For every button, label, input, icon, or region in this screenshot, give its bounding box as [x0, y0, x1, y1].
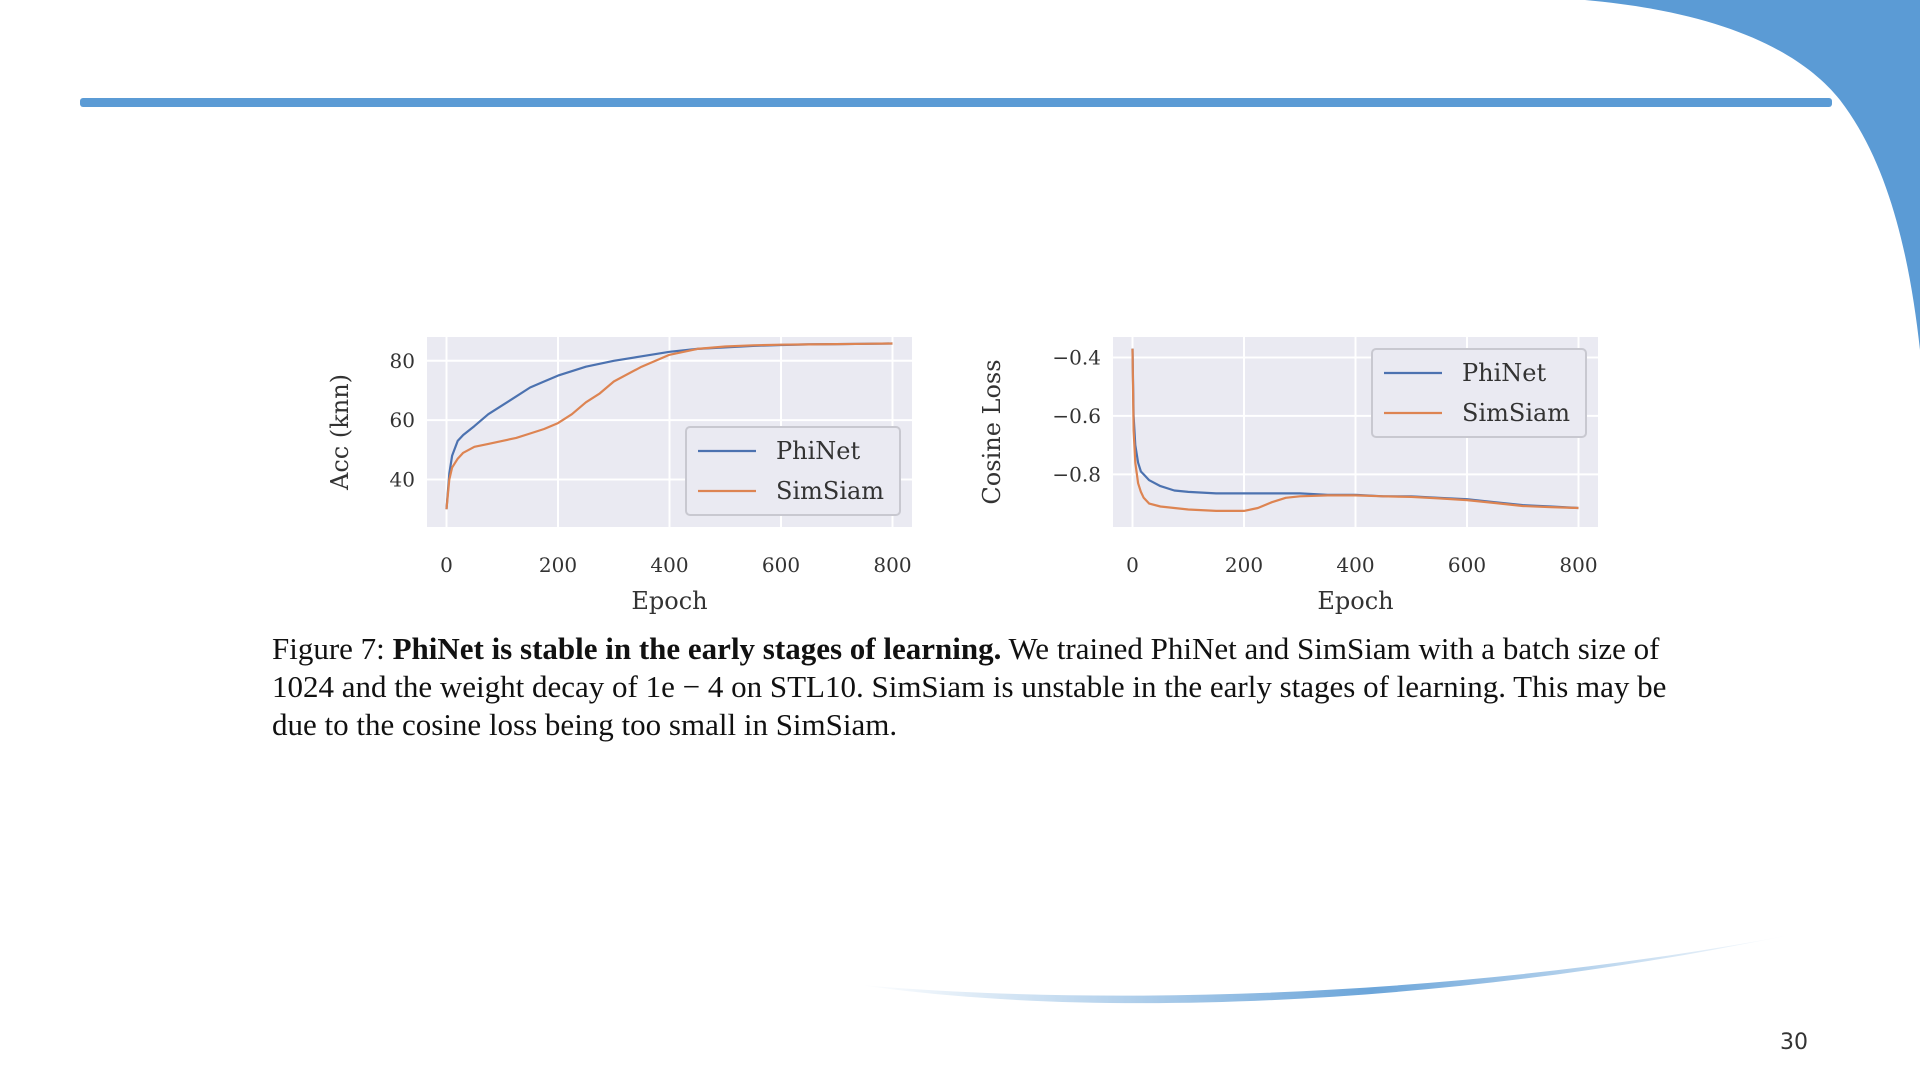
- figure-label: Figure 7:: [272, 631, 385, 666]
- legend: [686, 427, 900, 515]
- x-axis-label: Epoch: [631, 587, 708, 615]
- cosine-loss-chart: [970, 320, 1610, 630]
- bottom-swoosh: [860, 935, 1790, 1003]
- legend: [1372, 349, 1586, 437]
- y-axis-label: Acc (knn): [326, 373, 354, 491]
- legend-label-simsiam: SimSiam: [776, 477, 885, 505]
- x-axis-label: Epoch: [1317, 587, 1394, 615]
- x-tick-label: 800: [1559, 553, 1598, 577]
- legend-label-phinet: PhiNet: [1462, 359, 1547, 387]
- x-tick-label: 400: [650, 553, 689, 577]
- page-number: 30: [1780, 1030, 1808, 1055]
- y-tick-label: 80: [389, 348, 415, 373]
- x-tick-label: 400: [1336, 553, 1375, 577]
- top-right-swoosh: [1585, 0, 1920, 350]
- caption-bold: PhiNet is stable in the early stages of learning.: [392, 631, 1002, 666]
- x-tick-label: 800: [873, 553, 912, 577]
- figure-caption: [272, 630, 1672, 744]
- y-tick-label: −0.6: [1052, 403, 1101, 428]
- y-tick-labels: [390, 349, 415, 492]
- legend-label-phinet: PhiNet: [776, 437, 861, 465]
- x-tick-labels: [440, 553, 911, 577]
- x-tick-label: 0: [1126, 553, 1139, 577]
- y-tick-label: 40: [389, 467, 415, 492]
- header-rule: [80, 98, 1832, 107]
- legend-label-simsiam: SimSiam: [1462, 399, 1571, 427]
- y-tick-label: 60: [389, 408, 415, 433]
- y-axis-label: Cosine Loss: [978, 359, 1006, 505]
- x-tick-label: 0: [440, 553, 453, 577]
- caption-body: We trained PhiNet and SimSiam with a batch size of 1024 and the weight decay of 1e − 4 on STL10. SimSiam is unstable in the early stages of learning. This may be due to the cosine loss being too small in SimSiam.: [272, 631, 1667, 742]
- x-tick-label: 200: [538, 553, 578, 577]
- y-tick-label: −0.8: [1052, 462, 1101, 487]
- x-tick-label: 600: [1447, 553, 1487, 577]
- knn-accuracy-chart: [300, 320, 920, 630]
- x-tick-label: 600: [761, 553, 801, 577]
- y-tick-label: −0.4: [1052, 345, 1101, 370]
- x-tick-label: 200: [1224, 553, 1264, 577]
- x-tick-labels: [1126, 553, 1597, 577]
- y-tick-labels: [1052, 345, 1101, 486]
